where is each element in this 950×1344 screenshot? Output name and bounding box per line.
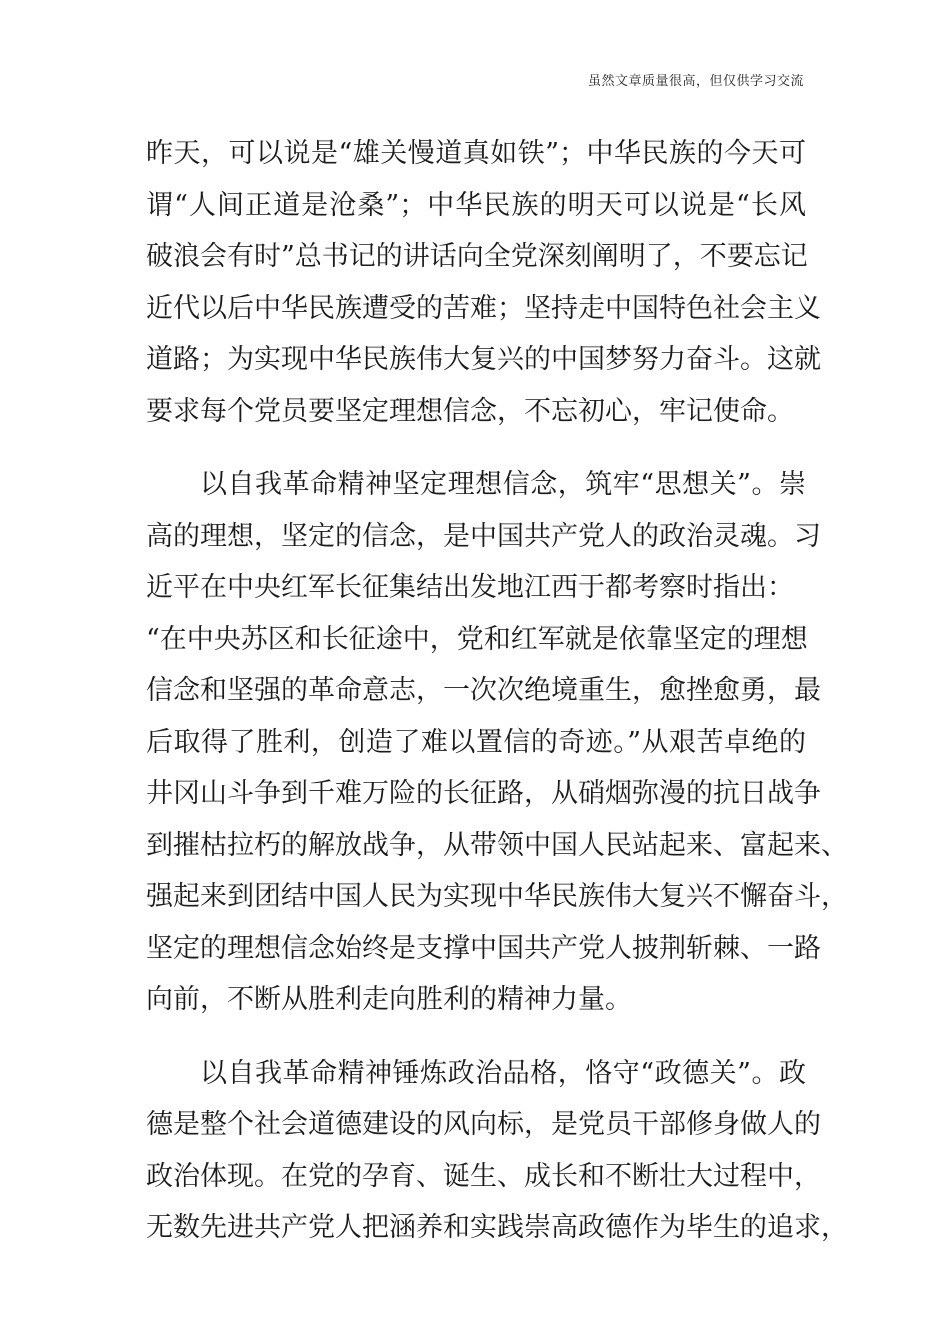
text-line: 信念和坚强的革命意志，一次次绝境重生，愈挫愈勇，最	[146, 675, 821, 706]
text-line: 政治体现。在党的孕育、诞生、成长和不断壮大过程中，	[146, 1160, 821, 1192]
text-line: 昨天，可以说是“雄关慢道真如铁”；中华民族的今天可	[146, 138, 806, 169]
paragraph-2	[146, 459, 848, 1026]
text-line: 以自我革命精神锤炼政治品格，恪守“政德关”。政	[200, 1057, 806, 1089]
text-line: 强起来到团结中国人民为实现中华民族伟大复兴不懈奋斗，	[146, 881, 848, 912]
text-line: “在中央苏区和长征途中，党和红军就是依靠坚定的理想	[146, 623, 808, 655]
text-line: 到摧枯拉朽的解放战争，从带领中国人民站起来、富起来、	[146, 829, 848, 861]
paragraph-gap	[146, 437, 806, 459]
text-line: 无数先进共产党人把涵养和实践崇高政德作为毕生的追求，	[146, 1212, 848, 1243]
paragraph-1	[146, 128, 821, 437]
text-line: 近代以后中华民族遭受的苦难；坚持走中国特色社会主义	[146, 292, 821, 324]
text-line: 道路；为实现中华民族伟大复兴的中国梦努力奋斗。这就	[146, 344, 821, 375]
text-line: 德是整个社会道德建设的风向标，是党员干部修身做人的	[146, 1109, 821, 1140]
paragraph-gap	[146, 1026, 806, 1048]
text-line: 要求每个党员要坚定理想信念，不忘初心，牢记使命。	[146, 395, 794, 427]
text-line: 井冈山斗争到千难万险的长征路，从硝烟弥漫的抗日战争	[146, 778, 821, 809]
header-note: 虽然文章质量很高，但仅供学习交流	[587, 74, 804, 89]
text-line: 向前，不断从胜利走向胜利的精神力量。	[146, 984, 632, 1015]
paragraph-3	[146, 1048, 848, 1254]
text-line: 破浪会有时”总书记的讲话向全党深刻阐明了，不要忘记	[146, 241, 808, 272]
text-line: 近平在中央红军长征集结出发地江西于都考察时指出：	[146, 572, 794, 603]
body-text	[146, 128, 848, 1254]
text-line: 坚定的理想信念始终是支撑中国共产党人披荆斩棘、一路	[146, 932, 821, 964]
text-line: 高的理想，坚定的信念，是中国共产党人的政治灵魂。习	[146, 520, 821, 552]
text-line: 谓“人间正道是沧桑”；中华民族的明天可以说是“长风	[146, 189, 806, 221]
text-line: 后取得了胜利，创造了难以置信的奇迹。”从艰苦卓绝的	[146, 726, 806, 758]
text-line: 以自我革命精神坚定理想信念，筑牢“思想关”。崇	[200, 469, 806, 500]
